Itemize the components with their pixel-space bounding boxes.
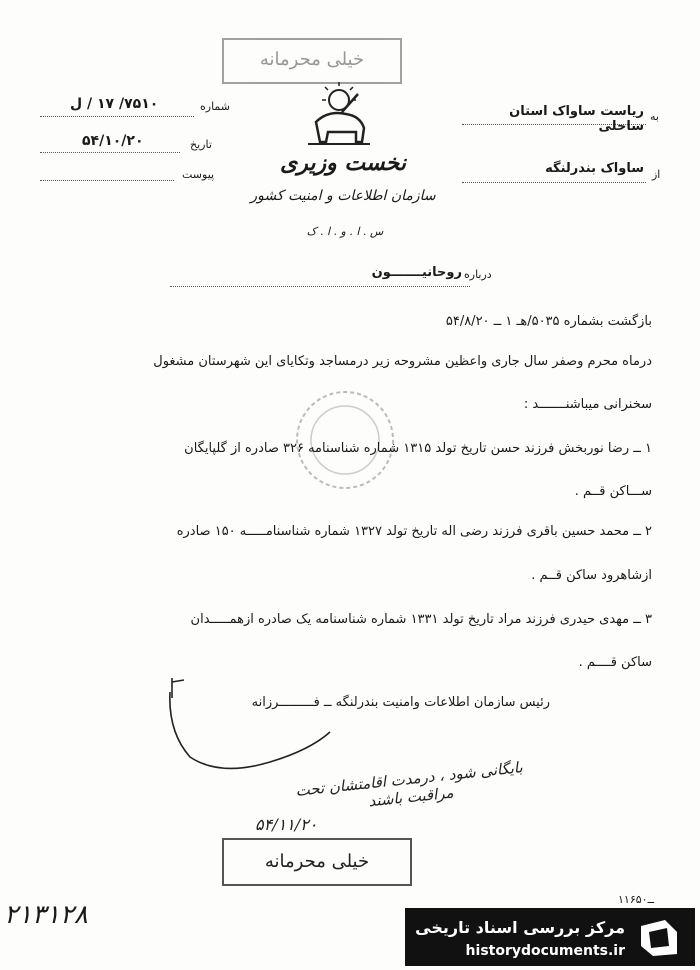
left-margin-number: ۲۱۳۱۲۸ — [4, 900, 88, 930]
date-value: ۵۴/۱۰/۲۰ — [82, 133, 144, 149]
subject-label: درباره — [464, 268, 492, 281]
item-1-line-2: ســـاکن قــم . — [574, 484, 652, 499]
reference-line: بازگشت بشماره ۵۰۳۵/هـ ۱ ــ ۵۴/۸/۲۰ — [445, 314, 652, 329]
subject-value: روحانیـــــــون — [371, 265, 462, 280]
intro-line-2: سخنرانی میباشنـــــــد : — [523, 397, 652, 412]
from-value: ساواک بندرلنگه — [545, 161, 644, 176]
letterhead-code: س . ا . و . ا . ک — [306, 225, 384, 238]
intro-line-1: درماه محرم وصفر سال جاری واعظین مشروحه زیر درمساجد وتکایای این شهرستان مشغول — [153, 354, 652, 369]
handwritten-date: ۵۴/۱۱/۲۰ — [255, 815, 318, 834]
date-label: تاریخ — [190, 138, 212, 151]
item-1-line-1: ۱ ــ رضا نوربخش فرزند حسن تاریخ تولد ۱۳۱۵ شماره شناسنامه ۳۲۶ صادره از گلپایگان — [184, 441, 652, 456]
item-2-line-2: ازشاهرود ساکن قــم . — [531, 568, 652, 583]
lion-sun-emblem-icon — [298, 82, 380, 152]
handwritten-note: بایگانی شود ، درمدت اقامتشان تحت مراقبت باشند — [294, 758, 524, 811]
from-prefix: از — [652, 168, 661, 181]
footer-org-name: مرکز بررسی اسناد تاریخی — [415, 918, 625, 937]
number-label: شماره — [200, 100, 231, 113]
number-value: ۷۵۱۰/ ۱۷ / ل — [70, 96, 159, 112]
bottom-confidential-stamp: خیلی محرمانه — [222, 838, 412, 886]
attachment-dotted-line — [40, 180, 174, 181]
subject-dotted-line — [170, 286, 470, 287]
form-code: ۱۱۶ــ۵۰ — [618, 893, 655, 906]
letterhead-title: نخست وزیری — [280, 150, 406, 176]
top-confidential-stamp: خیلی محرمانه — [222, 38, 402, 84]
footer-url: historydocuments.ir — [465, 943, 625, 959]
item-2-line-1: ۲ ــ محمد حسین باقری فرزند رضی اله تاریخ تولد ۱۳۲۷ شماره شناسنامـــــه ۱۵۰ صادره — [176, 524, 652, 539]
to-value: ریاست ساواک استان ساحلی — [509, 104, 644, 134]
signature-scribble-icon — [150, 672, 340, 782]
footer-watermark — [405, 908, 695, 966]
from-dotted-line — [462, 182, 646, 183]
signature-title: رئیس سازمان اطلاعات وامنیت بندرلنگه ــ فـــــــــرزانه — [251, 695, 550, 710]
item-3-line-2: ساکن قــــم . — [578, 655, 652, 670]
letterhead-subtitle: سازمان اطلاعات و امنیت کشور — [250, 188, 436, 204]
to-prefix: به — [650, 110, 659, 123]
faded-round-seal-icon — [290, 385, 400, 495]
item-3-line-1: ۳ ــ مهدی حیدری فرزند مراد تاریخ تولد ۱۳۳۱ شماره شناسنامه یک صادره ازهمـــــدان — [190, 612, 652, 627]
number-dotted-line — [40, 116, 194, 117]
archive-logo-icon — [635, 916, 683, 958]
date-dotted-line — [40, 152, 180, 153]
attachment-label: پیوست — [182, 168, 215, 181]
